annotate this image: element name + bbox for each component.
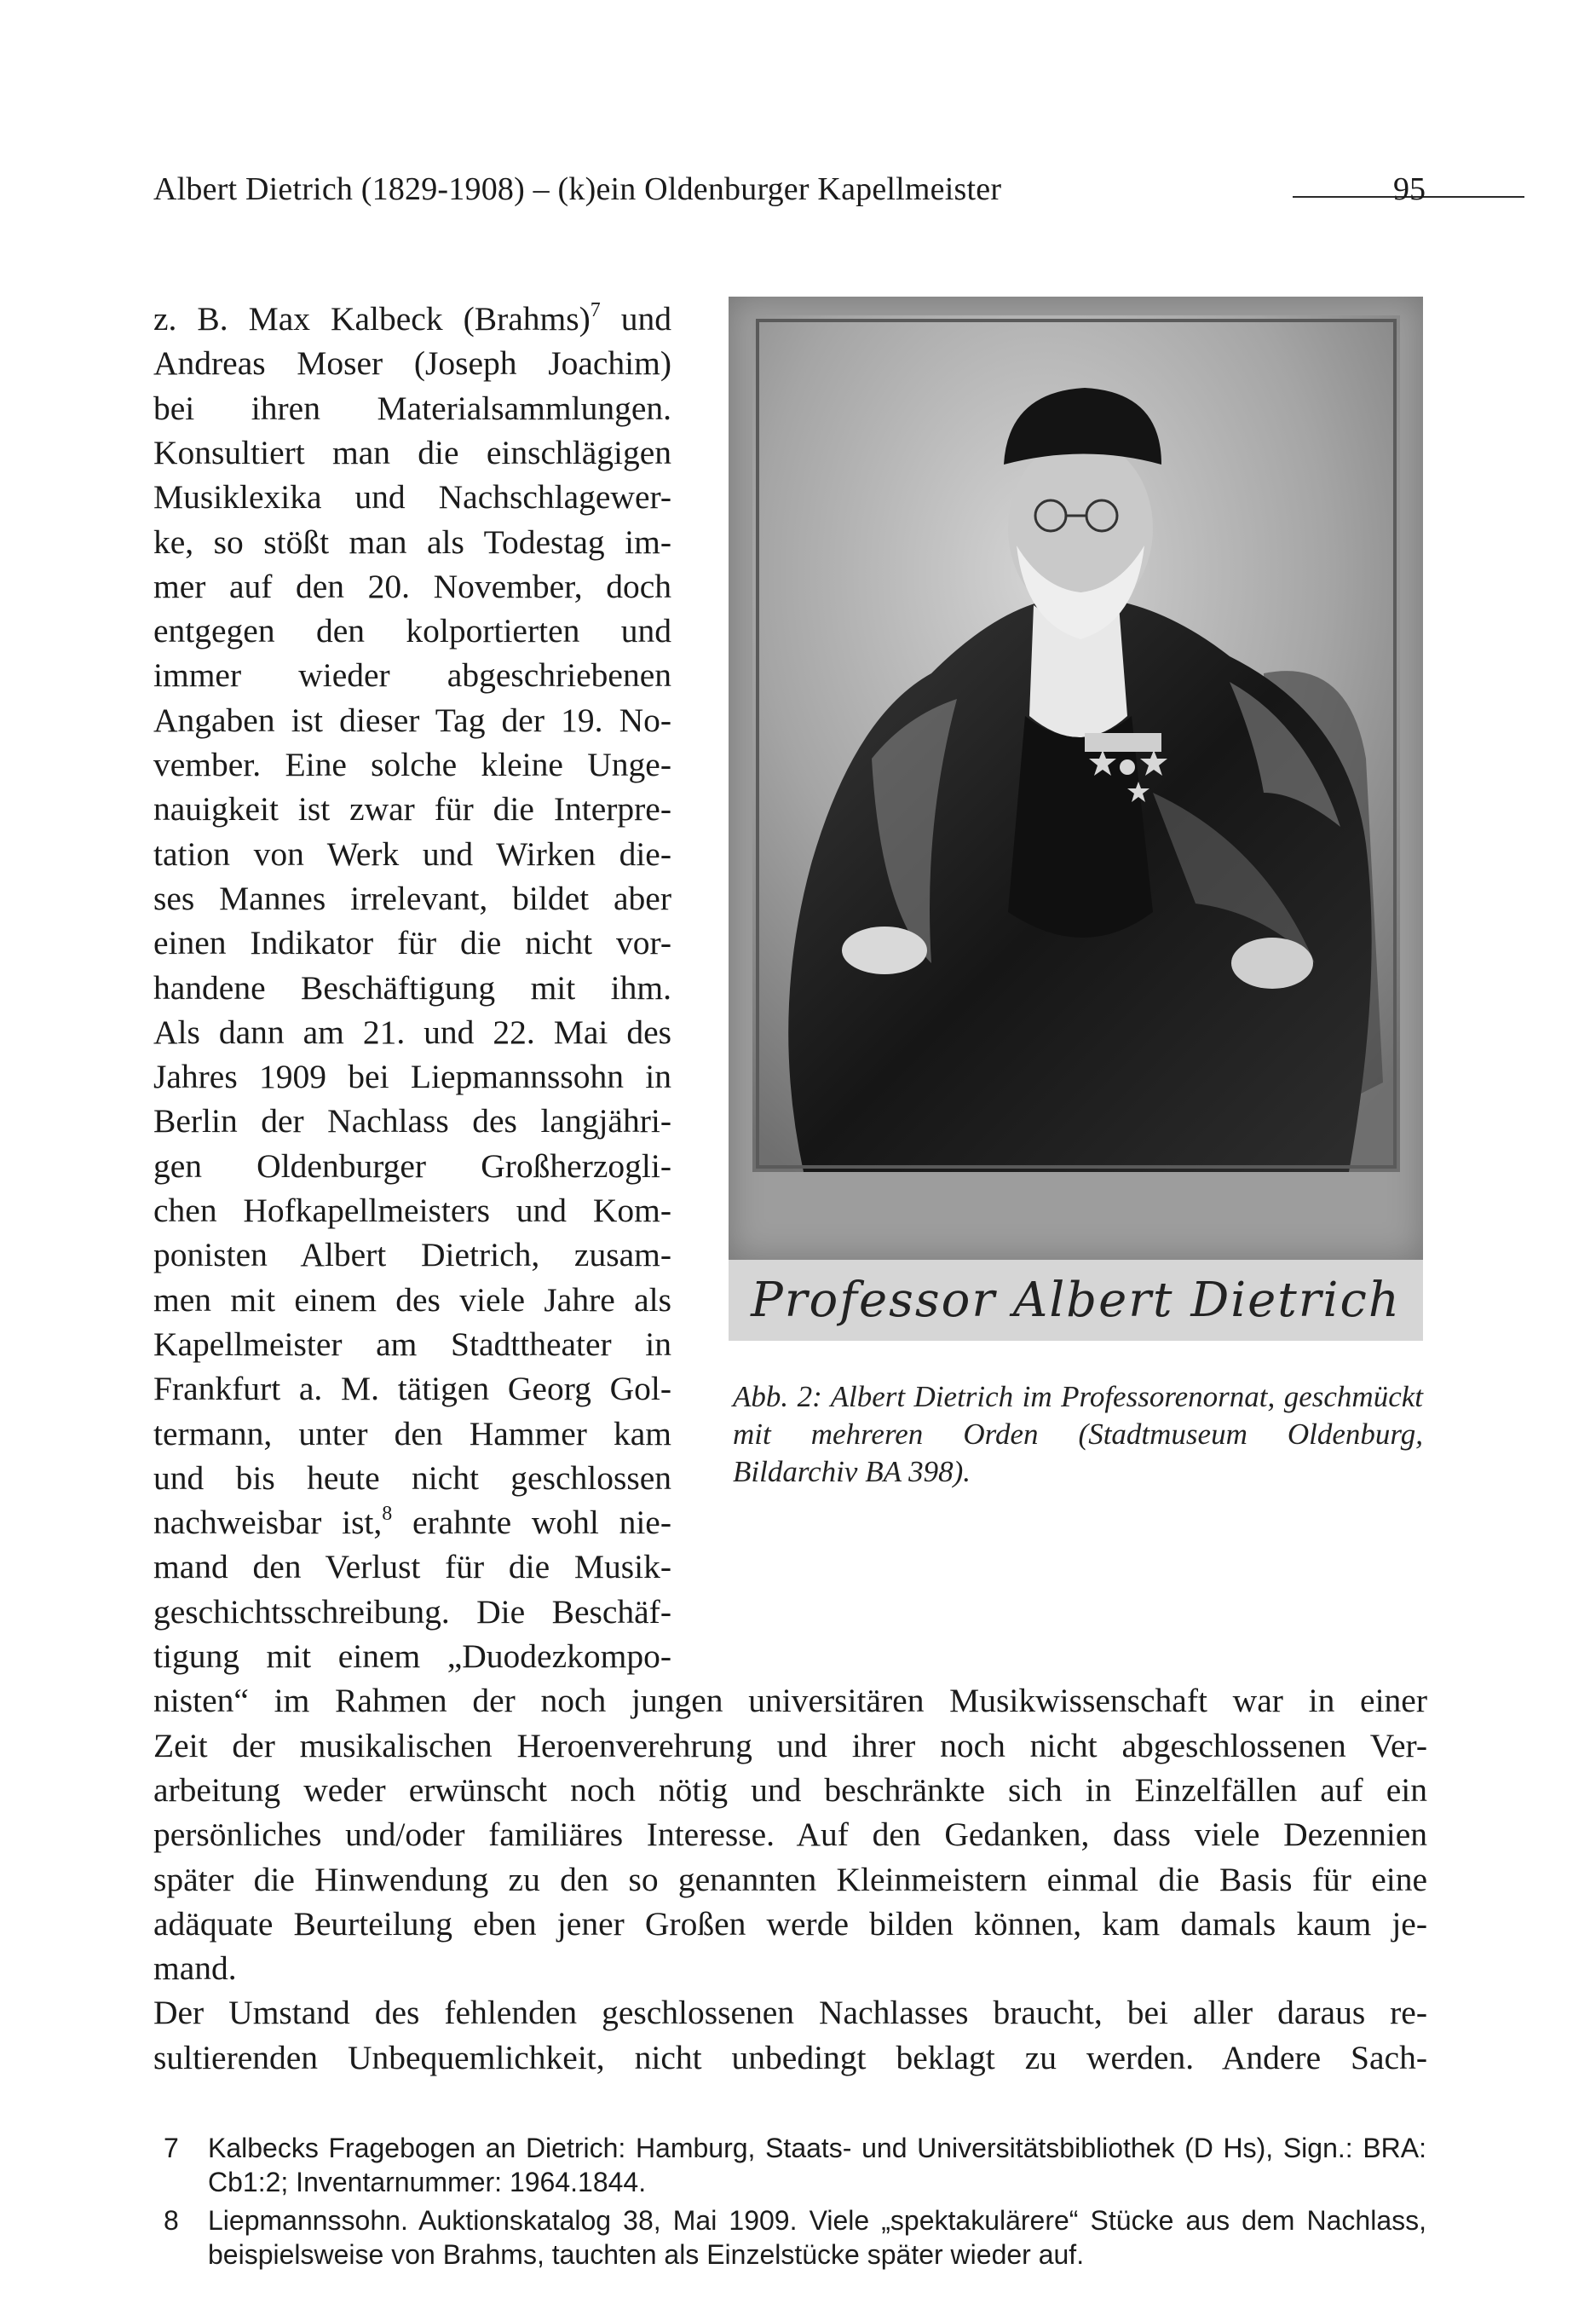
footnote-marker: 7 (590, 298, 601, 321)
line-text: adäquate Beurteilung eben jener Großen werde bilden können, kam damals kaum je- (153, 1904, 1427, 1943)
text-line (153, 921, 671, 965)
text-line-full (153, 1768, 1427, 1812)
text-line-full (153, 1812, 1427, 1856)
handwritten-signature: Professor Albert Dietrich (729, 1260, 1423, 1341)
line-text: einen Indikator für die nicht vor- (153, 924, 671, 962)
line-text: termann, unter den Hammer kam (153, 1414, 671, 1452)
line-text: Angaben ist dieser Tag der 19. No- (153, 701, 671, 739)
text-line (153, 1544, 671, 1589)
line-text: mand den Verlust für die Musik- (153, 1548, 671, 1586)
text-line (153, 1590, 671, 1634)
portrait-illustration (752, 315, 1400, 1172)
line-text: nachweisbar ist, (153, 1504, 383, 1542)
line-text: geschichtsschreibung. Die Beschäf- (153, 1592, 671, 1631)
text-line (153, 653, 671, 697)
line-text-continued: und (600, 300, 671, 338)
line-text: Musiklexika und Nachschlagewer- (153, 478, 671, 517)
figure-portrait (729, 297, 1423, 1341)
line-text: Als dann am 21. und 22. Mai des (153, 1013, 671, 1051)
line-text: Frankfurt a. M. tätigen Georg Gol- (153, 1370, 671, 1408)
footnote-number: 8 (164, 2205, 179, 2236)
text-line (153, 386, 671, 430)
line-text: persönliches und/oder familiäres Interesse. Auf den Gedanken, dass viele Dezennien (153, 1816, 1427, 1854)
text-line (153, 876, 671, 921)
text-line (153, 609, 671, 653)
text-line (153, 966, 671, 1010)
line-text: Andreas Moser (Joseph Joachim) (153, 344, 671, 383)
text-line-full (153, 1902, 1427, 1946)
line-text: ponisten Albert Dietrich, zusam- (153, 1236, 671, 1274)
line-text: vember. Eine solche kleine Unge- (153, 746, 671, 783)
line-text: Berlin der Nachlass des langjähri- (153, 1102, 671, 1140)
line-text: nisten“ im Rahmen der noch jungen universitären Musikwissenschaft war in einer (153, 1682, 1427, 1720)
line-text: bei ihren Materialsammlungen. (153, 389, 671, 427)
photo-mount (729, 297, 1423, 1260)
line-text: nauigkeit ist zwar für die Interpre- (153, 790, 671, 829)
text-line (153, 297, 671, 341)
line-text: Jahres 1909 bei Liepmannssohn in (153, 1058, 671, 1096)
line-text: entgegen den kolportierten und (153, 612, 671, 650)
text-line (153, 742, 671, 787)
line-text: arbeitung weder erwünscht noch nötig und beschränkte sich in Einzelfällen auf ein (153, 1770, 1427, 1809)
text-line-full (153, 1990, 1427, 2035)
text-line-full (153, 1857, 1427, 1902)
line-text: chen Hofkapellmeisters und Kom- (153, 1192, 671, 1229)
line-text: sultierenden Unbequemlichkeit, nicht unbedingt beklagt zu werden. Andere Sach- (153, 2038, 1427, 2076)
text-line (153, 1322, 671, 1366)
text-line (153, 1188, 671, 1233)
line-text: mand. (153, 1949, 237, 1988)
line-text: Konsultiert man die einschlägigen (153, 433, 671, 471)
text-line-full (153, 1946, 1427, 1990)
running-header (153, 170, 1426, 222)
footnote-text: Liepmannssohn. Auktionskatalog 38, Mai 1909. Viele „spektakulärere“ Stücke aus dem Nachlass, beispielsweise von Brahms, tauchten als Einzelstücke später wieder auf. (208, 2205, 1426, 2270)
line-text: und bis heute nicht geschlossen (153, 1458, 671, 1497)
text-line (153, 1412, 671, 1456)
text-line (153, 1054, 671, 1099)
line-text: Der Umstand des fehlenden geschlossenen Nachlasses braucht, bei aller daraus re- (153, 1994, 1427, 2032)
line-text-continued: erahnte wohl nie- (392, 1504, 671, 1542)
text-line (153, 1456, 671, 1500)
line-text: immer wieder abgeschriebenen (153, 656, 671, 695)
line-text: Kapellmeister am Stadttheater in (153, 1325, 671, 1363)
text-line (153, 832, 671, 876)
text-line (153, 1278, 671, 1322)
text-line (153, 430, 671, 475)
line-text: gen Oldenburger Großherzogli- (153, 1146, 671, 1185)
line-text: men mit einem des viele Jahre als (153, 1280, 671, 1319)
text-line-full (153, 2035, 1427, 2080)
running-title: Albert Dietrich (1829-1908) – (k)ein Oldenburger Kapellmeister (153, 171, 1002, 207)
line-text: später die Hinwendung zu den so genannten Kleinmeistern einmal die Basis für eine (153, 1860, 1427, 1898)
line-text: z. B. Max Kalbeck (Brahms) (153, 300, 591, 338)
text-line (153, 1634, 671, 1678)
footnote-number: 7 (164, 2133, 179, 2163)
figure-caption: Abb. 2: Albert Dietrich im Professorenornat, geschmückt mit mehreren Orden (Stadtmuseum Oldenburg, Bildarchiv BA 398). (733, 1380, 1423, 1488)
line-text: mer auf den 20. November, doch (153, 567, 671, 605)
line-text: handene Beschäftigung mit ihm. (153, 968, 671, 1007)
text-line (153, 1099, 671, 1143)
page-number: 95 (1393, 171, 1426, 207)
text-line (153, 787, 671, 831)
text-line (153, 520, 671, 564)
text-line-full (153, 1678, 1427, 1723)
text-line (153, 341, 671, 385)
line-text: ses Mannes irrelevant, bildet aber (153, 879, 671, 917)
portrait-photo (752, 315, 1400, 1172)
text-line (153, 1233, 671, 1277)
text-line-full (153, 1723, 1427, 1768)
line-text: ke, so stößt man als Todestag im- (153, 523, 671, 561)
text-line (153, 1366, 671, 1411)
line-text: Zeit der musikalischen Heroenverehrung und ihrer noch nicht abgeschlossenen Ver- (153, 1726, 1427, 1764)
text-line (153, 698, 671, 742)
footnote-marker: 8 (382, 1502, 393, 1525)
text-line (153, 1144, 671, 1188)
text-line (153, 1500, 671, 1544)
line-text: tigung mit einem „Duodezkompo- (153, 1637, 671, 1675)
text-line (153, 564, 671, 609)
footnote-text: Kalbecks Fragebogen an Dietrich: Hamburg, Staats- und Universitätsbibliothek (D Hs), Sign.: BRA: Cb1:2; Inventarnummer: 1964.1844. (208, 2133, 1426, 2197)
text-line (153, 1010, 671, 1054)
line-text: tation von Werk und Wirken die- (153, 834, 671, 873)
text-line (153, 475, 671, 519)
